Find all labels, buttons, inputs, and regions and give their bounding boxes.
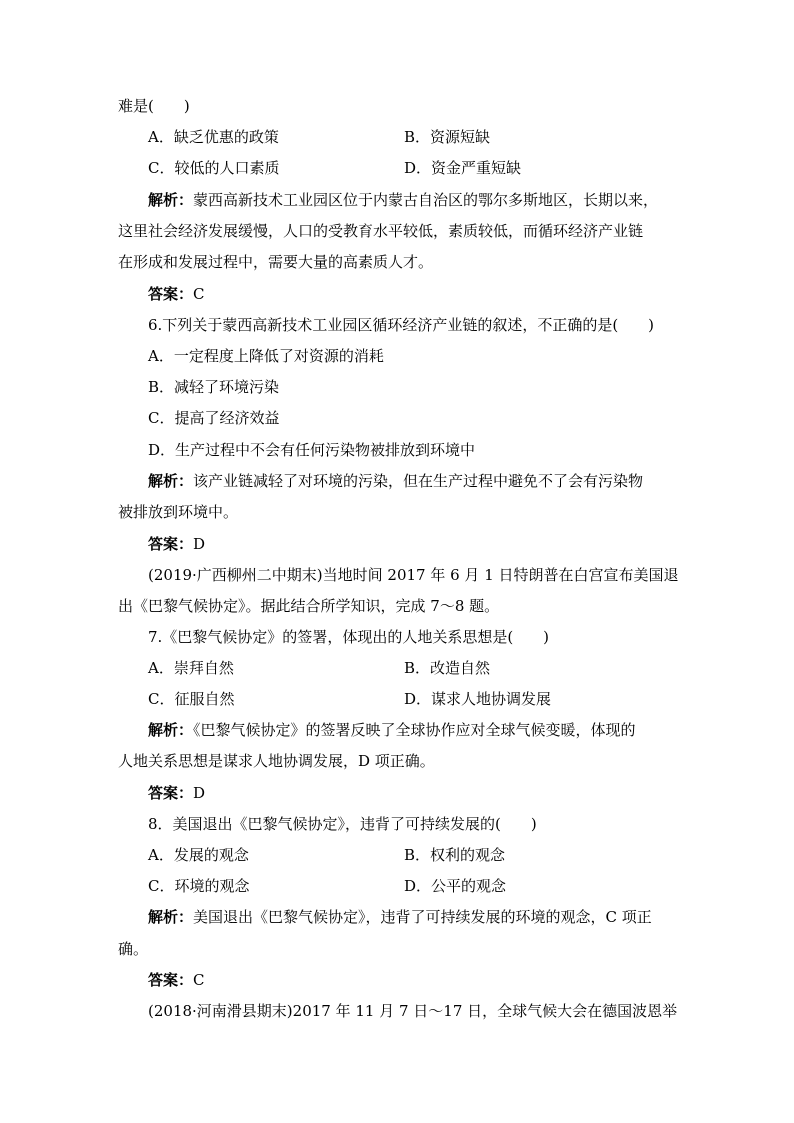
q7-answer — [148, 783, 205, 803]
q7-explanation-line-1 — [148, 720, 636, 740]
q7-option-d: D．谋求人地协调发展 — [404, 690, 552, 708]
answer-label: 答案： — [148, 535, 194, 553]
answer-label: 答案： — [148, 285, 194, 303]
q5-explanation-line-1 — [148, 190, 658, 210]
explanation-text: 美国退出《巴黎气候协定》，违背了可持续发展的环境的观念，C 项正 — [193, 908, 652, 926]
q6-option-b: B．减轻了环境污染 — [148, 378, 280, 396]
answer-label: 答案： — [148, 971, 194, 989]
explanation-text: 《巴黎气候协定》的签署反映了全球协作应对全球气候变暖，体现的 — [193, 721, 636, 739]
explanation-label: 解析： — [148, 721, 194, 739]
q8-option-b: B．权利的观念 — [404, 846, 506, 864]
q8-explanation-line-1 — [148, 907, 652, 927]
q6-answer — [148, 534, 205, 554]
answer-label: 答案： — [148, 784, 194, 802]
q8-explanation-line-2: 确。 — [118, 940, 149, 958]
explanation-text: 该产业链减轻了对环境的污染，但在生产过程中避免不了会有污染物 — [193, 472, 644, 490]
q7-option-b: B．改造自然 — [404, 659, 491, 677]
q5-option-c: C．较低的人口素质 — [148, 159, 280, 177]
explanation-label: 解析： — [148, 908, 194, 926]
q8-option-a: A．发展的观念 — [148, 846, 249, 864]
answer-value: C — [193, 971, 205, 989]
q6-stem: 6.下列关于蒙西高新技术工业园区循环经济产业链的叙述，不正确的是( ) — [148, 316, 655, 334]
q5-answer — [148, 284, 205, 304]
intro-next-line-1: (2018·河南滑县期末)2017 年 11 月 7 日～17 日，全球气候大会在德国波恩举 — [148, 1002, 678, 1020]
q5-option-b: B．资源短缺 — [404, 128, 491, 146]
q5-stem-end: 难是( ) — [118, 97, 190, 115]
q7-stem: 7.《巴黎气候协定》的签署，体现出的人地关系思想是( ) — [148, 628, 550, 646]
intro-7-8-line-2: 出《巴黎气候协定》。据此结合所学知识，完成 7～8 题。 — [118, 597, 500, 615]
q6-option-c: C．提高了经济效益 — [148, 409, 280, 427]
q5-explanation-line-2: 这里社会经济发展缓慢，人口的受教育水平较低，素质较低，而循环经济产业链 — [118, 222, 644, 240]
q7-option-c: C．征服自然 — [148, 690, 235, 708]
q8-stem: 8．美国退出《巴黎气候协定》，违背了可持续发展的( ) — [148, 815, 537, 833]
q6-explanation-line-2: 被排放到环境中。 — [118, 503, 239, 521]
q8-option-d: D．公平的观念 — [404, 877, 507, 895]
q6-option-a: A．一定程度上降低了对资源的消耗 — [148, 347, 384, 365]
explanation-text: 蒙西高新技术工业园区位于内蒙古自治区的鄂尔多斯地区，长期以来， — [193, 191, 659, 209]
q5-explanation-line-3: 在形成和发展过程中，需要大量的高素质人才。 — [118, 253, 434, 271]
explanation-label: 解析： — [148, 472, 194, 490]
q8-answer — [148, 970, 205, 990]
q5-option-a: A．缺乏优惠的政策 — [148, 128, 279, 146]
q8-option-c: C．环境的观念 — [148, 877, 250, 895]
answer-value: C — [193, 285, 205, 303]
q6-explanation-line-1 — [148, 471, 643, 491]
q7-explanation-line-2: 人地关系思想是谋求人地协调发展，D 项正确。 — [118, 752, 435, 770]
explanation-label: 解析： — [148, 191, 194, 209]
answer-value: D — [193, 535, 206, 553]
q7-option-a: A．崇拜自然 — [148, 659, 234, 677]
answer-value: D — [193, 784, 206, 802]
intro-7-8-line-1: (2019·广西柳州二中期末)当地时间 2017 年 6 月 1 日特朗普在白宫宣布美国退 — [148, 566, 679, 584]
q6-option-d: D．生产过程中不会有任何污染物被排放到环境中 — [148, 441, 476, 459]
q5-option-d: D．资金严重短缺 — [404, 159, 522, 177]
